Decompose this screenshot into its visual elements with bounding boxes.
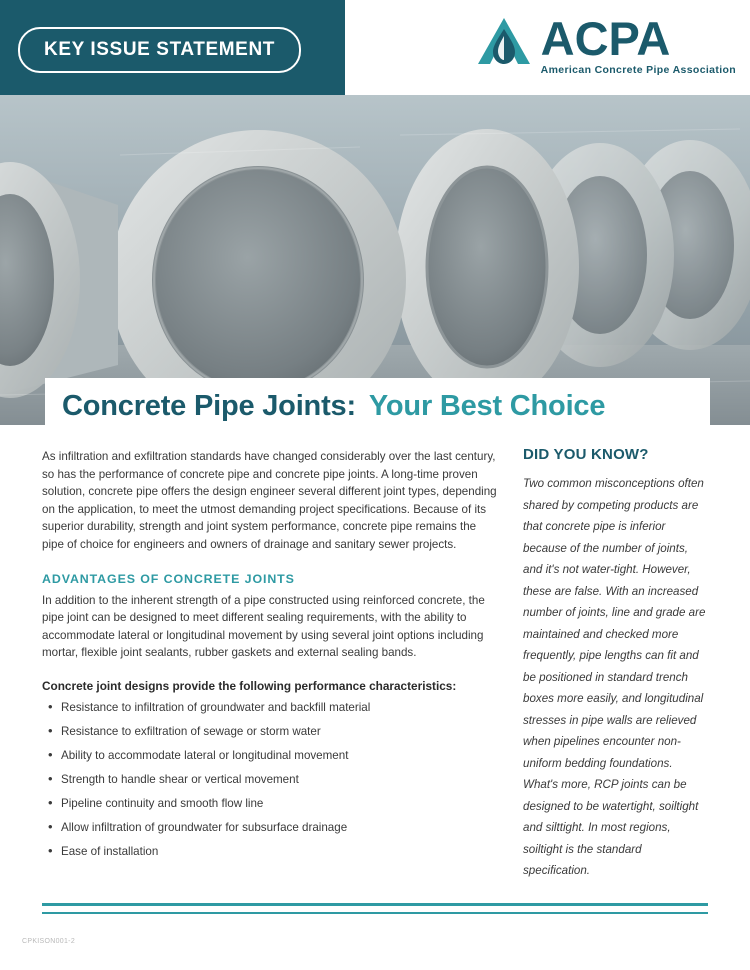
page-title-main: Concrete Pipe Joints: — [62, 389, 356, 422]
list-item: • Allow infiltration of groundwater for subsurface drainage — [61, 820, 497, 836]
main-column — [42, 440, 497, 882]
list-item: • Resistance to exfiltration of sewage or storm water — [61, 724, 497, 740]
sidebar-did-you-know — [523, 440, 708, 882]
section-heading-advantages: ADVANTAGES OF CONCRETE JOINTS — [42, 571, 295, 586]
page-title-accent: Your Best Choice — [368, 389, 606, 422]
acpa-wordmark: ACPA — [540, 12, 671, 65]
key-issue-badge — [18, 27, 301, 73]
section-body-advantages: In addition to the inherent strength of a pipe constructed using reinforced concrete, the pipe joint can be designed to meet different sealing requirements, with the ability to accommodate lateral or longitudinal movement by using several joint options including mortar, flexible joint sealants, rubber gaskets and external sealing bands. — [42, 593, 485, 660]
footer-rule-thin — [42, 912, 708, 914]
body-content — [0, 440, 750, 882]
list-item: • Pipeline continuity and smooth flow line — [61, 796, 497, 812]
key-issue-badge-label: KEY ISSUE STATEMENT — [44, 39, 275, 60]
document-code: CPKISON001-2 — [22, 938, 76, 945]
acpa-droplet-icon — [473, 16, 535, 68]
footer-rules — [42, 903, 708, 914]
performance-characteristics-list — [42, 700, 497, 860]
list-item: • Strength to handle shear or vertical movement — [61, 772, 497, 788]
list-item: • Ease of installation — [61, 844, 497, 860]
footer-rule-thick — [42, 903, 708, 906]
bullet-list-intro: Concrete joint designs provide the following performance characteristics: — [42, 678, 457, 693]
page-title — [45, 378, 710, 434]
hero-image — [0, 95, 750, 425]
sidebar-body: Two common misconceptions often shared by competing products are that concrete pipe is inferior because of the number of joints, and it's not water-tight. However, these are false. With an increased number of joints, line and grade are maintained and checked more frequently, pipe lengths can fit and be positioned in standard trench boxes more easily, and longitudinal stresses in pipe walls are relieved when pipelines encounter non-uniform bedding foundations. What's more, RCP joints can be designed to be watertight, soiltight and silttight. In most regions, soiltight is the standard specification. — [523, 477, 706, 877]
acpa-logo — [473, 12, 736, 77]
intro-paragraph: As infiltration and exfiltration standards have changed considerably over the last century, so has the performance of concrete pipe and concrete pipe joints. A long-time proven solution, concrete pipe offers the design engineer several different joint types, depending on the application, to meet the utmost demanding project specifications. Because of its superior durability, strength and joint system performance, concrete pipe remains the pipe of choice for engineers and owners of drainage and sanitary sewer projects. — [42, 450, 497, 551]
sidebar-heading: DID YOU KNOW? — [523, 446, 649, 463]
page-header — [0, 0, 750, 95]
list-item: • Ability to accommodate lateral or longitudinal movement — [61, 748, 497, 764]
list-item: • Resistance to infiltration of groundwater and backfill material — [61, 700, 497, 716]
acpa-tagline: American Concrete Pipe Association — [540, 64, 736, 77]
acpa-logo-text — [540, 12, 736, 77]
